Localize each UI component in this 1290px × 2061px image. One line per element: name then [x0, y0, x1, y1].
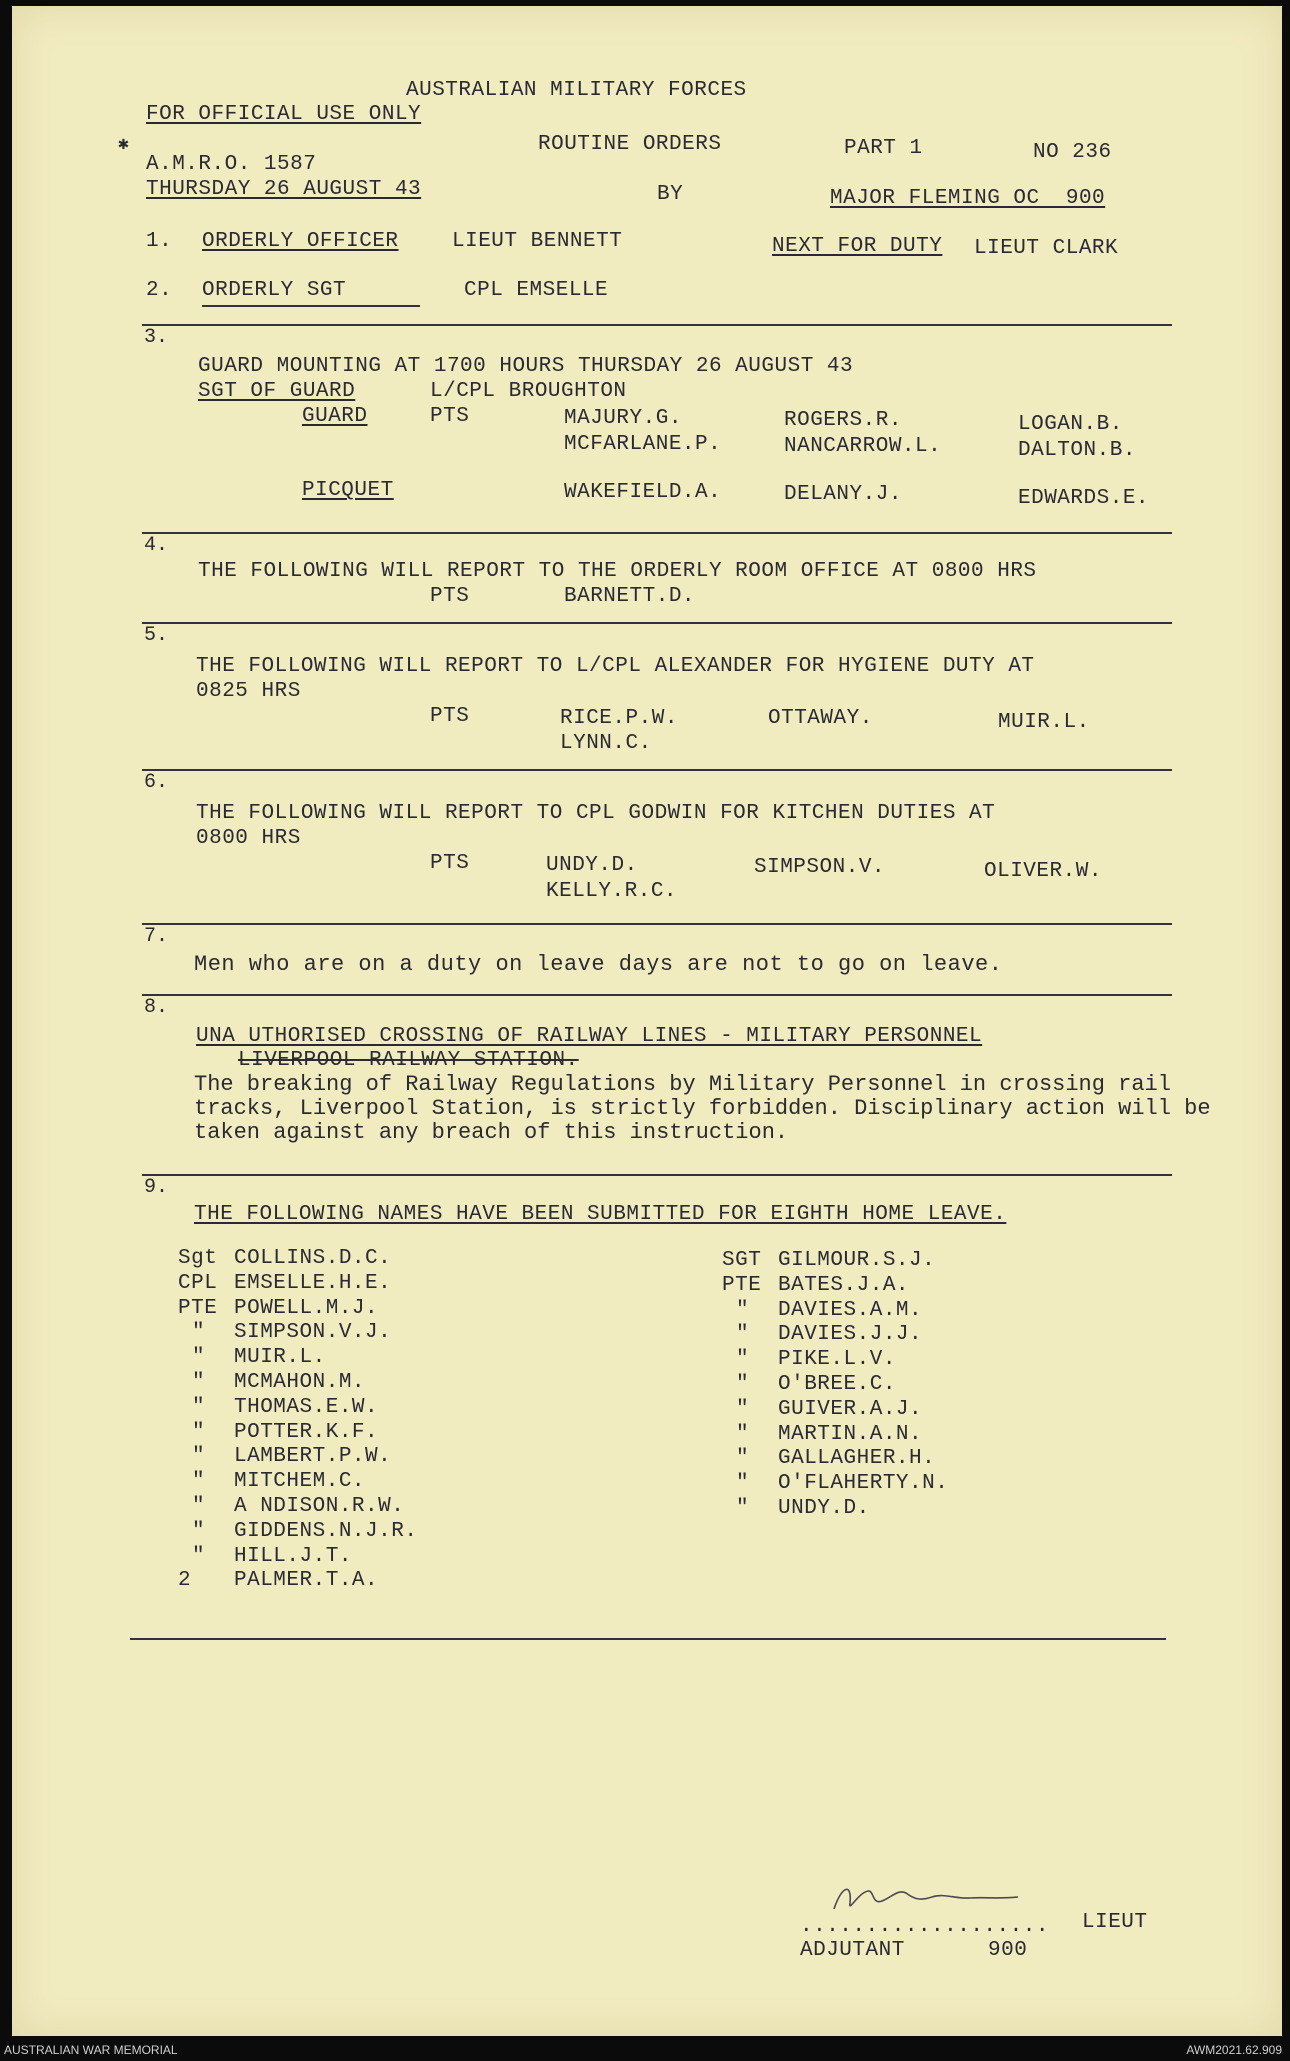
picquet-name: WAKEFIELD.A.	[564, 481, 722, 504]
leave-rank: "	[736, 1373, 750, 1396]
order-date: THURSDAY 26 AUGUST 43	[146, 178, 422, 201]
leave-rank: "	[192, 1544, 206, 1568]
section-divider	[142, 769, 1172, 771]
document-sheet	[12, 6, 1282, 2036]
footer-accession: AWM2021.62.909	[1186, 2043, 1282, 2057]
sgt-of-guard-label: SGT OF GUARD	[198, 380, 356, 403]
section-body: The breaking of Railway Regulations by Military Personnel in crossing rail tracks, Liverpool Station, is strictly forbidden. Disciplinary action will be taken against any breach of this instruction.	[194, 1072, 1211, 1145]
duty-name: BARNETT.D.	[564, 585, 696, 608]
classification: FOR OFFICIAL USE ONLY	[146, 103, 422, 126]
next-for-duty-label: NEXT FOR DUTY	[772, 235, 943, 258]
section-number: 2.	[146, 279, 173, 302]
leave-rank: "	[192, 1321, 206, 1345]
section-number: 9.	[144, 1176, 169, 1199]
leave-rank: "	[736, 1497, 750, 1520]
picquet-label: PICQUET	[302, 479, 394, 502]
leave-rank: "	[736, 1447, 750, 1471]
leave-rank: "	[736, 1422, 750, 1446]
section-number: 3.	[144, 326, 169, 349]
leave-name: MUIR.L.	[234, 1346, 326, 1370]
leave-name: O'FLAHERTY.N.	[778, 1472, 949, 1496]
sgt-of-guard-value: L/CPL BROUGHTON	[430, 380, 627, 403]
pts-label: PTS	[430, 405, 470, 428]
leave-name: SIMPSON.V.J.	[234, 1321, 392, 1345]
guard-name: MAJURY.G.	[564, 407, 682, 430]
leave-rank: 2	[178, 1569, 192, 1593]
leave-rank: "	[192, 1519, 206, 1543]
leave-rank: "	[192, 1495, 206, 1518]
guard-name: MCFARLANE.P.	[564, 433, 722, 456]
section-divider	[142, 1174, 1172, 1176]
leave-name: HILL.J.T.	[234, 1544, 352, 1568]
leave-rank: Sgt	[178, 1247, 218, 1270]
leave-name: LAMBERT.P.W.	[234, 1445, 392, 1469]
leave-name: A NDISON.R.W.	[234, 1495, 405, 1518]
leave-name: O'BREE.C.	[778, 1373, 896, 1396]
document-title: AUSTRALIAN MILITARY FORCES	[406, 79, 747, 102]
duty-name: LYNN.C.	[560, 732, 652, 755]
margin-mark: ✱	[118, 135, 130, 155]
section-divider	[142, 994, 1172, 996]
orderly-officer-label: ORDERLY OFFICER	[202, 230, 399, 253]
section-text: THE FOLLOWING WILL REPORT TO L/CPL ALEXANDER FOR HYGIENE DUTY AT	[196, 655, 1035, 678]
signature-title: ADJUTANT	[800, 1939, 905, 1962]
next-for-duty-value: LIEUT CLARK	[974, 237, 1119, 260]
leave-name: MARTIN.A.N.	[778, 1422, 923, 1446]
duty-name: OLIVER.W.	[984, 860, 1102, 883]
leave-name: PIKE.L.V.	[778, 1348, 896, 1372]
leave-rank: CPL	[178, 1271, 218, 1295]
section-divider	[130, 1638, 1166, 1640]
leave-name: THOMAS.E.W.	[234, 1395, 379, 1419]
pts-label: PTS	[430, 585, 470, 608]
section-text: THE FOLLOWING WILL REPORT TO CPL GODWIN FOR KITCHEN DUTIES AT	[196, 802, 996, 825]
section-heading: THE FOLLOWING NAMES HAVE BEEN SUBMITTED FOR EIGHTH HOME LEAVE.	[194, 1203, 1007, 1226]
leave-rank: PTE	[178, 1296, 218, 1320]
leave-name: BATES.J.A.	[778, 1273, 910, 1297]
guard-label: GUARD	[302, 405, 368, 428]
leave-rank: SGT	[722, 1249, 762, 1272]
leave-rank: "	[736, 1472, 750, 1496]
duty-name: MUIR.L.	[998, 711, 1090, 734]
section-number: 5.	[144, 624, 169, 647]
order-type: ROUTINE ORDERS	[538, 133, 722, 156]
leave-rank: "	[736, 1397, 750, 1421]
section-divider	[142, 622, 1172, 624]
leave-name: POTTER.K.F.	[234, 1420, 379, 1444]
section-heading: UNA UTHORISED CROSSING OF RAILWAY LINES - MILITARY PERSONNEL	[196, 1025, 983, 1048]
leave-name: EMSELLE.H.E.	[234, 1271, 392, 1295]
order-part: PART 1	[844, 137, 923, 160]
leave-name: GUIVER.A.J.	[778, 1397, 923, 1421]
section-number: 4.	[144, 534, 169, 557]
guard-name: LOGAN.B.	[1018, 413, 1123, 436]
section-divider	[142, 532, 1172, 534]
guard-name: ROGERS.R.	[784, 409, 902, 432]
orderly-sgt-label: ORDERLY SGT	[202, 279, 347, 302]
leave-rank: "	[192, 1395, 206, 1419]
section-number: 6.	[144, 771, 169, 794]
leave-name: DAVIES.A.M.	[778, 1298, 923, 1322]
section-number: 8.	[144, 996, 169, 1019]
orderly-officer-value: LIEUT BENNETT	[452, 230, 623, 253]
leave-name: GILMOUR.S.J.	[778, 1249, 936, 1272]
leave-name: MITCHEM.C.	[234, 1470, 366, 1494]
underline	[202, 305, 420, 307]
section-text: 0800 HRS	[196, 827, 301, 850]
guard-heading: GUARD MOUNTING AT 1700 HOURS THURSDAY 26 AUGUST 43	[198, 355, 854, 378]
leave-name: MCMAHON.M.	[234, 1371, 366, 1394]
section-divider	[142, 923, 1172, 925]
duty-name: KELLY.R.C.	[546, 880, 678, 903]
section-number: 7.	[144, 925, 169, 948]
pts-label: PTS	[430, 705, 470, 728]
orderly-sgt-value: CPL EMSELLE	[464, 279, 609, 302]
section-text: THE FOLLOWING WILL REPORT TO THE ORDERLY ROOM OFFICE AT 0800 HRS	[198, 560, 1037, 583]
guard-name: NANCARROW.L.	[784, 435, 942, 458]
leave-name: POWELL.M.J.	[234, 1296, 379, 1320]
section-number: 1.	[146, 230, 173, 253]
leave-rank: "	[192, 1420, 206, 1444]
leave-name: COLLINS.D.C.	[234, 1247, 392, 1270]
section-subheading: LIVERPOOL RAILWAY STATION.	[238, 1049, 579, 1072]
leave-rank: "	[192, 1346, 206, 1370]
picquet-name: EDWARDS.E.	[1018, 487, 1150, 510]
duty-name: SIMPSON.V.	[754, 856, 886, 879]
footer-archive: AUSTRALIAN WAR MEMORIAL	[4, 2043, 178, 2057]
by-label: BY	[657, 183, 684, 206]
guard-name: DALTON.B.	[1018, 439, 1136, 462]
amro-number: A.M.R.O. 1587	[146, 153, 317, 176]
leave-name: DAVIES.J.J.	[778, 1323, 923, 1347]
leave-rank: PTE	[722, 1273, 762, 1297]
signature-scrawl	[828, 1879, 1028, 1919]
signature-rank: LIEUT	[1082, 1911, 1148, 1934]
pts-label: PTS	[430, 852, 470, 875]
leave-rank: "	[736, 1348, 750, 1372]
duty-name: UNDY.D.	[546, 854, 638, 877]
leave-rank: "	[192, 1371, 206, 1394]
leave-rank: "	[736, 1298, 750, 1322]
section-text: 0825 HRS	[196, 680, 301, 703]
leave-name: GIDDENS.N.J.R.	[234, 1519, 418, 1543]
leave-name: UNDY.D.	[778, 1497, 870, 1520]
leave-rank: "	[736, 1323, 750, 1347]
order-number: NO 236	[1033, 141, 1112, 164]
duty-name: OTTAWAY.	[768, 707, 873, 730]
section-text: Men who are on a duty on leave days are not to go on leave.	[194, 952, 1003, 977]
signature-dots: ...................	[800, 1915, 1049, 1938]
leave-name: PALMER.T.A.	[234, 1569, 379, 1593]
section-divider	[142, 324, 1172, 326]
picquet-name: DELANY.J.	[784, 483, 902, 506]
duty-name: RICE.P.W.	[560, 707, 678, 730]
leave-rank: "	[192, 1470, 206, 1494]
leave-name: GALLAGHER.H.	[778, 1447, 936, 1471]
signature-unit: 900	[988, 1939, 1028, 1962]
leave-rank: "	[192, 1445, 206, 1469]
issuer: MAJOR FLEMING OC 900	[830, 187, 1106, 210]
